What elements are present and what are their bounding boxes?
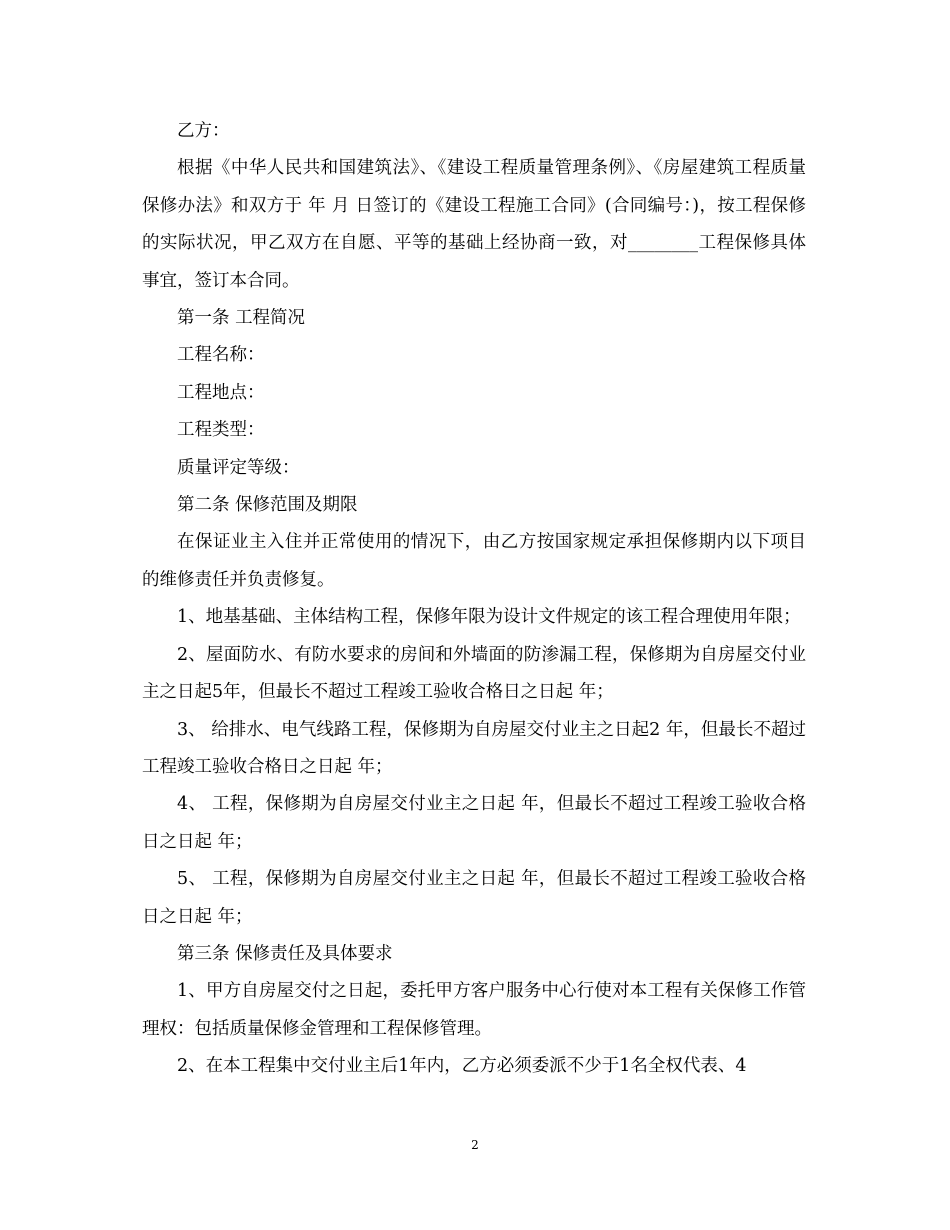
article-2-heading: 第二条 保修范围及期限 (177, 495, 358, 516)
article-3-heading: 第三条 保修责任及具体要求 (177, 943, 393, 964)
warranty-item-2: 2、屋面防水、有防水要求的房间和外墙面的防渗漏工程，保修期为自房屋交付业主之日起5年，但最长不超过工程竣工验收合格日之日起 年； (142, 644, 806, 703)
quality-grade-line: 质量评定等级： (177, 457, 300, 478)
project-name-line: 工程名称： (177, 345, 265, 366)
responsibility-item-2: 2、在本工程集中交付业主后1年内，乙方必须委派不少于1名全权代表、4 (177, 1056, 747, 1077)
party-b-line: 乙方： (177, 121, 230, 141)
preamble-paragraph: 根据《中华人民共和国建筑法》、《建设工程质量管理条例》、《房屋建筑工程质量保修办法》和双方于 年 月 日签订的《建设工程施工合同》(合同编号：)，按工程保修的实际状况，甲乙双方在自愿、平等的基础上经协商一致，对________工程保修具体事宜，签订本合同。 (142, 158, 806, 291)
warranty-item-3: 3、 给排水、电气线路工程，保修期为自房屋交付业主之日起2 年，但最长不超过工程竣工验收合格日之日起 年； (142, 719, 806, 777)
warranty-item-4: 4、 工程，保修期为自房屋交付业主之日起 年，但最长不超过工程竣工验收合格日之日起 年； (142, 794, 806, 852)
warranty-scope-paragraph: 在保证业主入住并正常使用的情况下，由乙方按国家规定承担保修期内以下项目的维修责任并负责修复。 (142, 532, 806, 590)
page-number: 2 (471, 1138, 479, 1152)
article-1-heading: 第一条 工程简况 (177, 308, 306, 329)
warranty-item-5: 5、 工程，保修期为自房屋交付业主之日起 年，但最长不超过工程竣工验收合格日之日起 年； (142, 869, 806, 927)
project-type-line: 工程类型： (177, 420, 265, 441)
project-location-line: 工程地点： (177, 382, 265, 403)
document-body (142, 113, 806, 1086)
responsibility-item-1: 1、甲方自房屋交付之日起，委托甲方客户服务中心行使对本工程有关保修工作管理权：包括质量保修金管理和工程保修管理。 (142, 981, 806, 1039)
warranty-item-1: 1、地基基础、主体结构工程，保修年限为设计文件规定的该工程合理使用年限； (177, 607, 801, 628)
